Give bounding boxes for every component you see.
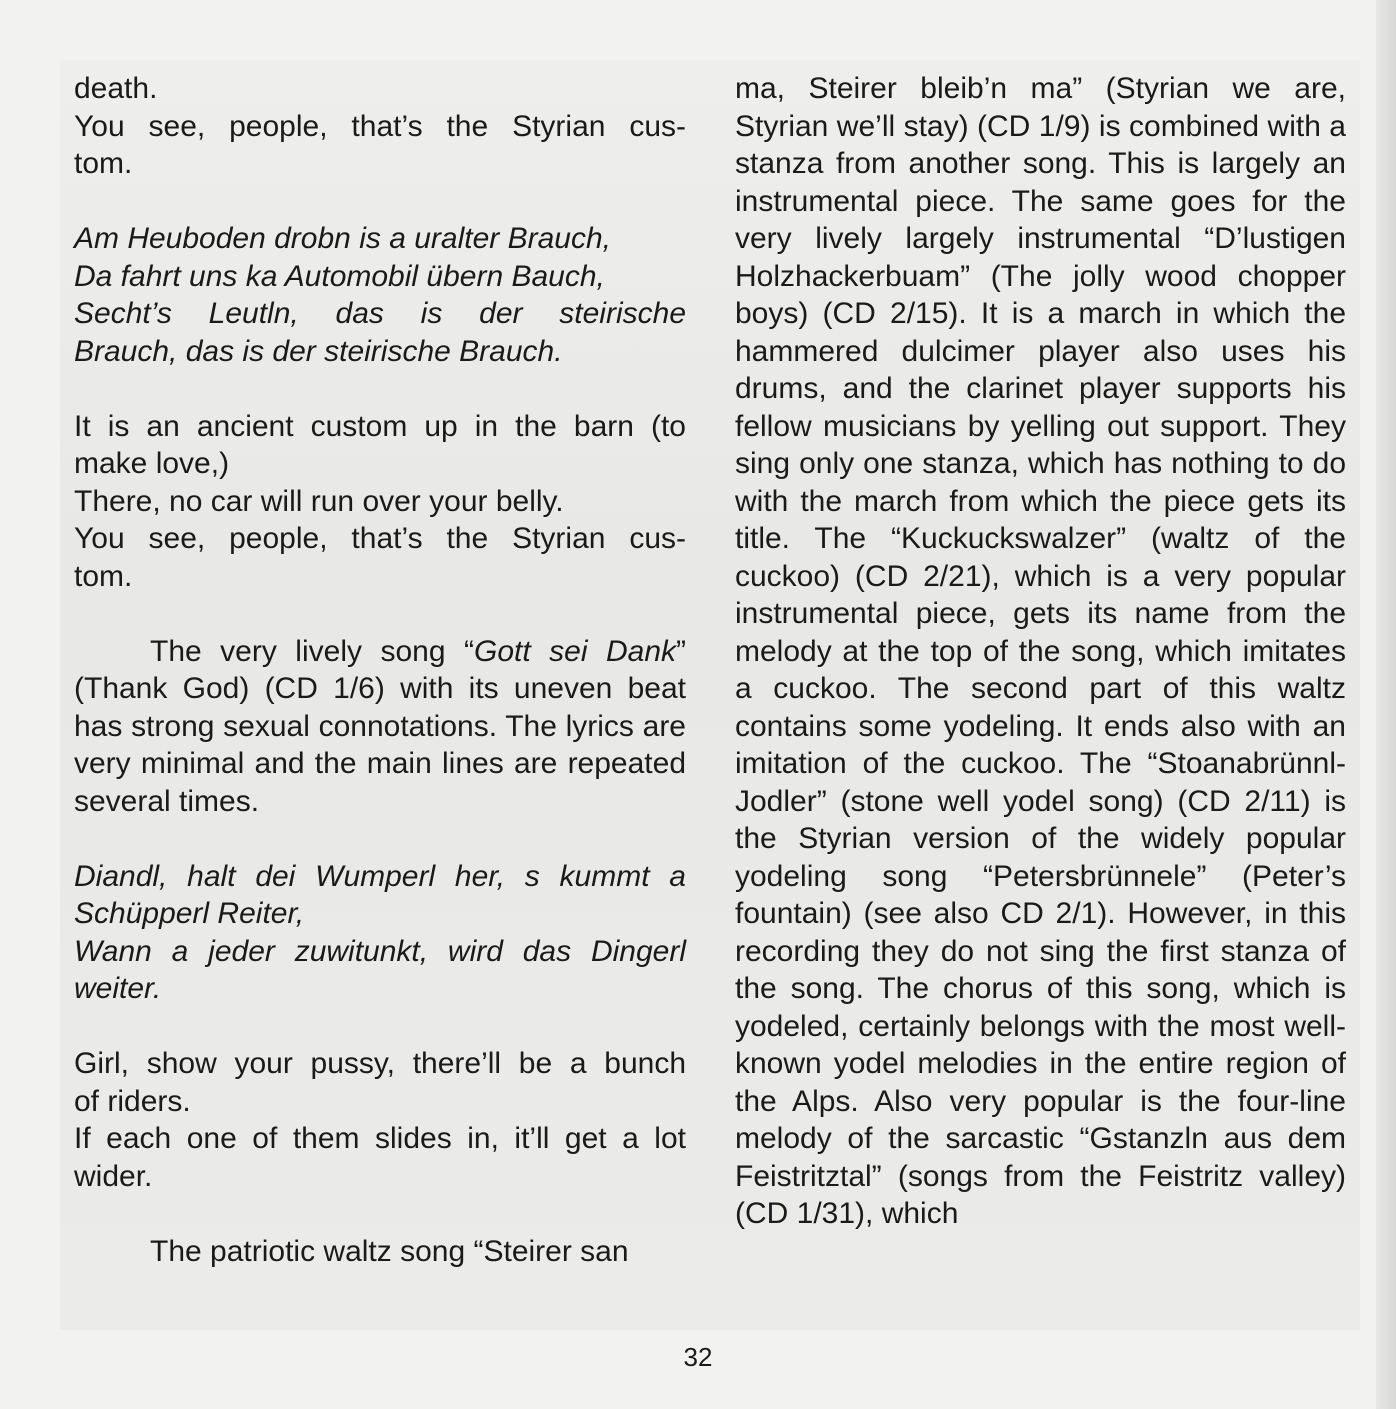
lyric-line: Diandl, halt dei Wumperl her, s kummt a [74, 859, 686, 893]
translation-line: It is an ancient custom up in the barn (to [74, 409, 686, 443]
paragraph-text: The very lively song “ [150, 634, 474, 668]
text-line: death. [74, 72, 158, 105]
lyric-line: Wann a jeder zuwitunkt, wird das Dingerl [74, 934, 686, 968]
translation-line: Girl, show your pussy, there’ll be a bunch [74, 1047, 686, 1080]
lyric-line: Da fahrt uns ka Automobil übern Bauch, [74, 259, 605, 293]
lyric-line: Am Heuboden drobn is a uralter Brauch, [74, 222, 611, 255]
paragraph-continued: ma, Steirer bleib’n ma” (Styrian we are, Styrian we’ll stay) (CD 1/9) is combined with a stanza from another song. This is largely an instrumental piece. The same goes for the very lively largely instrumental “D’lustigen Holzhackerbuam” (The jolly wood chopper boys) (CD 2/15). It is a march in which the hammered dulcimer player also uses his drums, and the clarinet player supports his fellow musicians by yelling out support. They sing only one stanza, which has nothing to do with the march from which the piece gets its title. The “Kuckuckswalzer” (waltz of the cuckoo) (CD 2/21), which is a very popular instrumental piece, gets its name from the melody at the top of the song, which imitates a cuckoo. The second part of this waltz contains some yodeling. It ends also with an imitation of the cuckoo. The “Stoanabrünnl-Jodler” (stone well yodel song) (CD 2/11) is the Styrian version of the widely popular yodeling song “Petersbrünnele” (Peter’s fountain) (see also CD 2/1). However, in this recording they do not sing the first stanza of the song. The chorus of this song, which is yodeled, certainly belongs with the most well-known yodel melodies in the entire region of the Alps. Also very popular is the four-line melody of the sarcastic “Gstanzln aus dem Feistritztal” (songs from the Feistritz valley) (CD 1/31), which [735, 72, 1346, 1230]
left-column [74, 70, 686, 1270]
text-line: tom. [74, 147, 133, 180]
lyric-line: Schüpperl Reiter, [74, 897, 305, 930]
lyric-line: Secht’s Leutln, das is der steirische [74, 297, 686, 330]
text-line: You see, people, that’s the Styrian cus- [74, 109, 686, 143]
translation-line: wider. [74, 1159, 153, 1193]
translation-line: There, no car will run over your belly. [74, 484, 564, 518]
lyric-line: Brauch, das is der steirische Brauch. [74, 334, 563, 368]
translation-line: make love,) [74, 447, 230, 480]
translation-line: If each one of them slides in, it’ll get a lot [74, 1122, 686, 1155]
paragraph-text: ” (Thank God) (CD 1/6) with its uneven beat has strong sexual connotations. The lyrics are very minimal and the main lines are repeated several times. [74, 634, 686, 818]
page-number: 32 [683, 1342, 713, 1372]
song-title: Gott sei Dank [473, 634, 676, 668]
translation-line: of riders. [74, 1084, 191, 1118]
translation-line: You see, people, that’s the Styrian cus- [74, 522, 686, 555]
paragraph-gott-sei-dank [74, 633, 686, 821]
page-edge [1376, 0, 1396, 1409]
lyric-line: weiter. [74, 972, 162, 1005]
paragraph-steirer-san: The patriotic waltz song “Steirer san [150, 1234, 629, 1268]
right-column [735, 70, 1346, 1233]
translation-line: tom. [74, 559, 133, 593]
